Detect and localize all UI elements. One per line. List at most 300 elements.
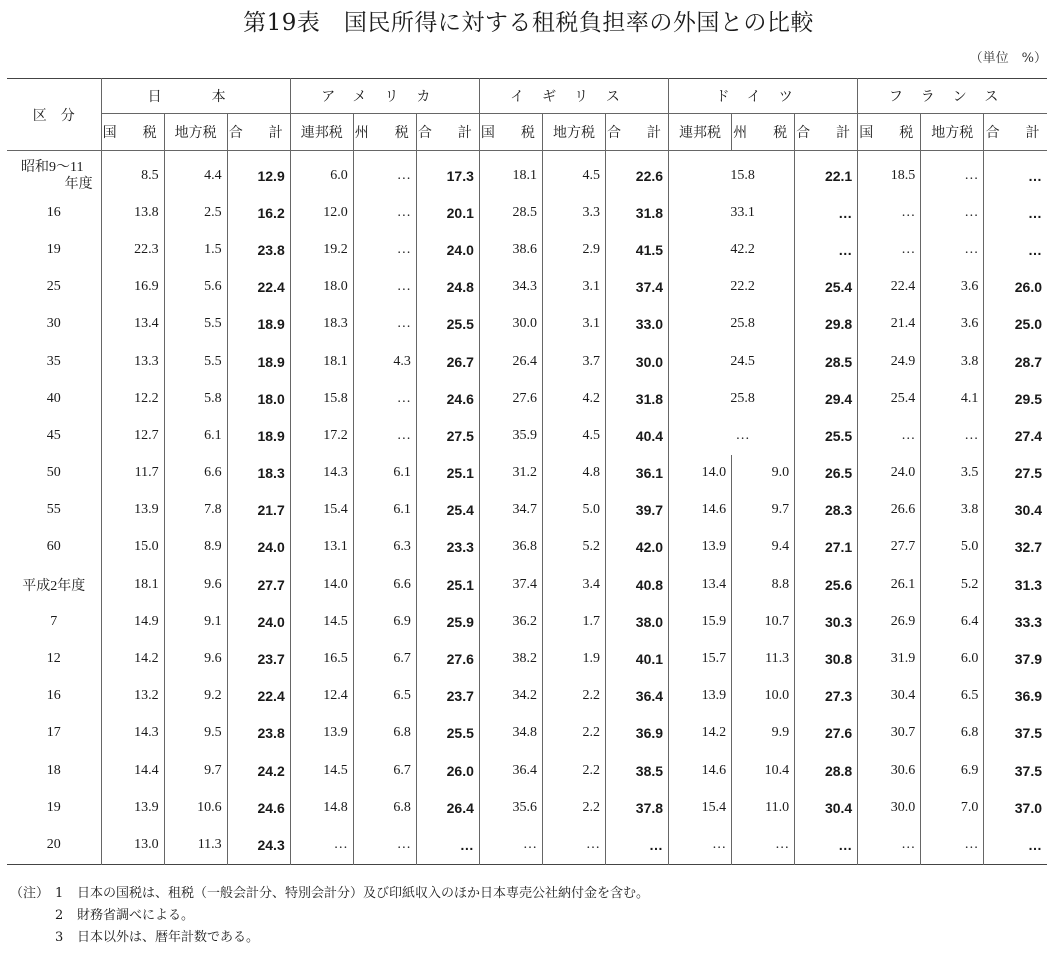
cell-fr-national: … — [858, 417, 921, 454]
cell-jp-total: 16.2 — [227, 194, 290, 231]
cell-de-total: 25.6 — [795, 566, 858, 603]
row-label — [7, 678, 101, 715]
cell-jp-total: 23.7 — [227, 640, 290, 677]
cell-fr-local: … — [921, 826, 984, 864]
cell-jp-national: 14.2 — [101, 640, 164, 677]
cell-fr-local: 6.4 — [921, 603, 984, 640]
cell-fr-national: 30.7 — [858, 715, 921, 752]
cell-uk-local: 3.1 — [542, 306, 605, 343]
row-label-part: 30 — [46, 316, 61, 332]
cell-fr-total: 37.0 — [984, 789, 1047, 826]
cell-jp-national: 13.9 — [101, 789, 164, 826]
row-label-part: 7 — [50, 613, 58, 629]
cell-fr-total: 25.0 — [984, 306, 1047, 343]
cell-jp-national: 13.2 — [101, 678, 164, 715]
footnote — [10, 905, 649, 927]
cell-fr-local: … — [921, 231, 984, 268]
row-label-part: 19 — [46, 799, 61, 815]
cell-jp-total: 23.8 — [227, 715, 290, 752]
row-label-part: 16 — [46, 688, 61, 704]
cell-fr-national: 31.9 — [858, 640, 921, 677]
cell-us-local: 6.7 — [353, 640, 416, 677]
row-label-part: 年度 — [64, 176, 93, 192]
cell-fr-total: 33.3 — [984, 603, 1047, 640]
cell-de-total: 29.8 — [795, 306, 858, 343]
row-label — [7, 380, 101, 417]
cell-jp-national: 12.7 — [101, 417, 164, 454]
cell-us-national: 15.4 — [290, 492, 353, 529]
cell-jp-local: 5.8 — [164, 380, 227, 417]
cell-us-local: … — [353, 194, 416, 231]
cell-uk-local: 3.7 — [542, 343, 605, 380]
cell-fr-local: 6.0 — [921, 640, 984, 677]
cell-jp-local: 11.3 — [164, 826, 227, 864]
cell-us-national: 16.5 — [290, 640, 353, 677]
cell-jp-national: 13.8 — [101, 194, 164, 231]
cell-fr-local: 3.6 — [921, 306, 984, 343]
cell-uk-local: 2.2 — [542, 789, 605, 826]
cell-de-local: 8.8 — [732, 566, 795, 603]
row-label — [7, 194, 101, 231]
row-label-header: 区 分 — [7, 79, 101, 151]
table-row — [7, 678, 1047, 715]
cell-de-total: 27.1 — [795, 529, 858, 566]
cell-us-national: 13.1 — [290, 529, 353, 566]
sub-header: 合 計 — [416, 114, 479, 151]
cell-de-total: 25.5 — [795, 417, 858, 454]
cell-uk-national: 34.3 — [479, 269, 542, 306]
cell-de-total: 26.5 — [795, 455, 858, 492]
table-row — [7, 151, 1047, 195]
cell-us-total: 23.3 — [416, 529, 479, 566]
cell-jp-total: 27.7 — [227, 566, 290, 603]
cell-de-local: 11.3 — [732, 640, 795, 677]
cell-de-local: 9.9 — [732, 715, 795, 752]
row-label-part: 50 — [46, 465, 61, 481]
cell-fr-total: 26.0 — [984, 269, 1047, 306]
cell-uk-total: … — [605, 826, 668, 864]
footnote-text: 財務省調べによる。 — [77, 908, 195, 923]
sub-header: 連邦税 — [290, 114, 353, 151]
cell-uk-total: 36.1 — [605, 455, 668, 492]
cell-us-local: 6.6 — [353, 566, 416, 603]
row-label — [7, 269, 101, 306]
cell-us-national: 15.8 — [290, 380, 353, 417]
row-label-part: 19 — [46, 241, 61, 257]
table-row — [7, 380, 1047, 417]
footnote-number: 2 — [55, 908, 64, 923]
table-row — [7, 603, 1047, 640]
table-row — [7, 455, 1047, 492]
cell-fr-local: 7.0 — [921, 789, 984, 826]
cell-jp-local: 5.6 — [164, 269, 227, 306]
cell-uk-national: 37.4 — [479, 566, 542, 603]
cell-jp-total: 22.4 — [227, 678, 290, 715]
cell-de-total: 27.6 — [795, 715, 858, 752]
cell-de-local: 10.0 — [732, 678, 795, 715]
cell-us-total: 26.7 — [416, 343, 479, 380]
row-label-part: 17 — [46, 725, 61, 741]
cell-us-national: 14.0 — [290, 566, 353, 603]
cell-de-combined: … — [669, 417, 795, 454]
cell-de-combined: 42.2 — [669, 231, 795, 268]
cell-uk-national: 35.6 — [479, 789, 542, 826]
cell-fr-national: 26.1 — [858, 566, 921, 603]
cell-de-total: 30.4 — [795, 789, 858, 826]
cell-uk-national: 34.8 — [479, 715, 542, 752]
cell-uk-local: 1.9 — [542, 640, 605, 677]
cell-us-local: 6.5 — [353, 678, 416, 715]
cell-de-national: 14.0 — [669, 455, 732, 492]
cell-uk-local: 1.7 — [542, 603, 605, 640]
cell-fr-total: … — [984, 194, 1047, 231]
cell-jp-total: 23.8 — [227, 231, 290, 268]
cell-de-local: 9.0 — [732, 455, 795, 492]
cell-us-total: 27.6 — [416, 640, 479, 677]
cell-uk-total: 22.6 — [605, 151, 668, 195]
cell-uk-local: 2.2 — [542, 715, 605, 752]
cell-uk-local: 2.9 — [542, 231, 605, 268]
cell-fr-local: … — [921, 417, 984, 454]
row-label — [7, 306, 101, 343]
table-row — [7, 343, 1047, 380]
cell-fr-total: … — [984, 231, 1047, 268]
cell-uk-local: … — [542, 826, 605, 864]
cell-uk-national: 26.4 — [479, 343, 542, 380]
cell-fr-local: 6.9 — [921, 752, 984, 789]
cell-de-total: … — [795, 194, 858, 231]
cell-de-total: … — [795, 231, 858, 268]
cell-jp-total: 24.3 — [227, 826, 290, 864]
cell-uk-national: 36.2 — [479, 603, 542, 640]
cell-de-total: 28.5 — [795, 343, 858, 380]
cell-fr-national: 27.7 — [858, 529, 921, 566]
table-row — [7, 417, 1047, 454]
cell-uk-national: 31.2 — [479, 455, 542, 492]
cell-us-total: 25.5 — [416, 306, 479, 343]
cell-fr-local: 3.8 — [921, 343, 984, 380]
cell-uk-total: 37.8 — [605, 789, 668, 826]
cell-us-national: 14.5 — [290, 603, 353, 640]
cell-us-local: … — [353, 826, 416, 864]
cell-us-national: 19.2 — [290, 231, 353, 268]
cell-fr-national: … — [858, 231, 921, 268]
cell-fr-total: 28.7 — [984, 343, 1047, 380]
cell-fr-total: 31.3 — [984, 566, 1047, 603]
cell-uk-national: 36.4 — [479, 752, 542, 789]
table-row — [7, 566, 1047, 603]
cell-us-national: 18.0 — [290, 269, 353, 306]
table-row — [7, 306, 1047, 343]
cell-fr-local: 3.6 — [921, 269, 984, 306]
row-label-part: 60 — [46, 539, 61, 555]
cell-jp-total: 12.9 — [227, 151, 290, 195]
cell-us-total: 25.4 — [416, 492, 479, 529]
cell-uk-national: 34.7 — [479, 492, 542, 529]
cell-fr-national: … — [858, 826, 921, 864]
cell-de-total: 27.3 — [795, 678, 858, 715]
cell-us-total: 26.0 — [416, 752, 479, 789]
row-label-part: 40 — [46, 390, 61, 406]
cell-jp-local: 9.6 — [164, 566, 227, 603]
cell-jp-national: 15.0 — [101, 529, 164, 566]
cell-us-national: 12.4 — [290, 678, 353, 715]
cell-fr-local: … — [921, 151, 984, 195]
cell-jp-local: 5.5 — [164, 306, 227, 343]
row-label-part: 16 — [46, 204, 61, 220]
cell-de-combined: 25.8 — [669, 380, 795, 417]
country-header-usa: アメリカ — [290, 79, 479, 114]
table-row — [7, 269, 1047, 306]
cell-jp-national: 18.1 — [101, 566, 164, 603]
footnote-text: 日本の国税は、租税（一般会計分、特別会計分）及び印紙収入のほか日本専売公社納付金を含む。 — [77, 886, 650, 901]
cell-fr-local: 5.0 — [921, 529, 984, 566]
cell-fr-local: … — [921, 194, 984, 231]
row-label — [7, 752, 101, 789]
cell-de-total: 22.1 — [795, 151, 858, 195]
cell-jp-local: 9.7 — [164, 752, 227, 789]
cell-jp-total: 18.3 — [227, 455, 290, 492]
cell-uk-total: 36.4 — [605, 678, 668, 715]
cell-de-total: 25.4 — [795, 269, 858, 306]
table-row — [7, 826, 1047, 864]
cell-uk-national: 30.0 — [479, 306, 542, 343]
cell-us-local: 6.3 — [353, 529, 416, 566]
cell-us-national: 18.1 — [290, 343, 353, 380]
cell-de-local: 11.0 — [732, 789, 795, 826]
cell-uk-national: … — [479, 826, 542, 864]
cell-de-local: 10.4 — [732, 752, 795, 789]
table-row — [7, 752, 1047, 789]
cell-jp-national: 8.5 — [101, 151, 164, 195]
cell-jp-national: 14.3 — [101, 715, 164, 752]
cell-uk-national: 38.6 — [479, 231, 542, 268]
cell-uk-national: 28.5 — [479, 194, 542, 231]
sub-header: 地方税 — [921, 114, 984, 151]
cell-fr-total: … — [984, 826, 1047, 864]
cell-jp-local: 4.4 — [164, 151, 227, 195]
cell-de-local: 9.7 — [732, 492, 795, 529]
sub-header: 国 税 — [479, 114, 542, 151]
cell-de-combined: 22.2 — [669, 269, 795, 306]
cell-uk-national: 27.6 — [479, 380, 542, 417]
cell-fr-local: 3.5 — [921, 455, 984, 492]
row-label — [7, 455, 101, 492]
cell-uk-total: 38.0 — [605, 603, 668, 640]
row-label — [7, 529, 101, 566]
footnote — [10, 883, 649, 905]
row-label-part: 20 — [46, 836, 61, 852]
cell-de-total: … — [795, 826, 858, 864]
cell-jp-local: 9.1 — [164, 603, 227, 640]
row-label — [7, 417, 101, 454]
cell-uk-local: 4.8 — [542, 455, 605, 492]
cell-us-total: 25.1 — [416, 455, 479, 492]
cell-fr-total: 27.5 — [984, 455, 1047, 492]
cell-fr-national: 30.4 — [858, 678, 921, 715]
cell-jp-local: 8.9 — [164, 529, 227, 566]
cell-fr-local: 4.1 — [921, 380, 984, 417]
cell-uk-total: 42.0 — [605, 529, 668, 566]
cell-uk-total: 40.1 — [605, 640, 668, 677]
cell-us-total: 24.0 — [416, 231, 479, 268]
cell-uk-total: 31.8 — [605, 380, 668, 417]
table-row — [7, 231, 1047, 268]
cell-jp-local: 9.2 — [164, 678, 227, 715]
row-label-part: 45 — [46, 427, 61, 443]
cell-uk-total: 38.5 — [605, 752, 668, 789]
cell-de-local: … — [732, 826, 795, 864]
cell-jp-national: 16.9 — [101, 269, 164, 306]
sub-header: 合 計 — [795, 114, 858, 151]
row-label-part: 12 — [46, 651, 61, 667]
table-row — [7, 789, 1047, 826]
sub-header: 州 税 — [732, 114, 795, 151]
table-body — [7, 151, 1047, 865]
cell-us-local: 6.9 — [353, 603, 416, 640]
cell-fr-local: 3.8 — [921, 492, 984, 529]
row-label — [7, 826, 101, 864]
cell-us-total: 25.1 — [416, 566, 479, 603]
sub-header: 地方税 — [164, 114, 227, 151]
cell-uk-total: 40.8 — [605, 566, 668, 603]
cell-jp-national: 12.2 — [101, 380, 164, 417]
cell-us-total: 25.5 — [416, 715, 479, 752]
row-label-part: 25 — [46, 279, 61, 295]
cell-uk-total: 37.4 — [605, 269, 668, 306]
cell-jp-local: 9.6 — [164, 640, 227, 677]
cell-jp-national: 11.7 — [101, 455, 164, 492]
country-header-germany: ドイツ — [669, 79, 858, 114]
cell-fr-national: 24.0 — [858, 455, 921, 492]
cell-uk-total: 40.4 — [605, 417, 668, 454]
sub-header: 国 税 — [858, 114, 921, 151]
cell-jp-national: 13.9 — [101, 492, 164, 529]
cell-us-national: 14.3 — [290, 455, 353, 492]
cell-jp-total: 24.0 — [227, 603, 290, 640]
cell-us-local: … — [353, 417, 416, 454]
row-label — [7, 343, 101, 380]
cell-uk-local: 3.3 — [542, 194, 605, 231]
sub-header: 合 計 — [227, 114, 290, 151]
cell-jp-total: 24.6 — [227, 789, 290, 826]
row-label — [7, 566, 101, 603]
cell-us-national: 13.9 — [290, 715, 353, 752]
cell-jp-local: 1.5 — [164, 231, 227, 268]
row-label — [7, 231, 101, 268]
cell-jp-national: 22.3 — [101, 231, 164, 268]
cell-fr-national: 24.9 — [858, 343, 921, 380]
cell-de-national: 14.6 — [669, 752, 732, 789]
cell-us-total: 27.5 — [416, 417, 479, 454]
cell-fr-total: 37.5 — [984, 715, 1047, 752]
cell-us-local: … — [353, 380, 416, 417]
footnote-head: （注） — [10, 886, 50, 901]
cell-jp-local: 6.1 — [164, 417, 227, 454]
cell-fr-national: 26.6 — [858, 492, 921, 529]
cell-fr-total: 30.4 — [984, 492, 1047, 529]
cell-jp-total: 22.4 — [227, 269, 290, 306]
table-row — [7, 715, 1047, 752]
cell-fr-total: 37.5 — [984, 752, 1047, 789]
cell-fr-total: … — [984, 151, 1047, 195]
cell-jp-total: 18.0 — [227, 380, 290, 417]
table-row — [7, 194, 1047, 231]
cell-us-national: 18.3 — [290, 306, 353, 343]
footnote-number: 3 — [55, 930, 64, 945]
cell-de-total: 30.8 — [795, 640, 858, 677]
cell-uk-national: 35.9 — [479, 417, 542, 454]
row-label-part: 18 — [46, 762, 61, 778]
footnotes — [10, 883, 649, 949]
cell-jp-local: 10.6 — [164, 789, 227, 826]
cell-us-local: 6.7 — [353, 752, 416, 789]
cell-jp-local: 6.6 — [164, 455, 227, 492]
cell-de-combined: 33.1 — [669, 194, 795, 231]
cell-uk-national: 36.8 — [479, 529, 542, 566]
unit-label: （単位 %） — [969, 51, 1047, 66]
cell-jp-total: 21.7 — [227, 492, 290, 529]
cell-us-total: 17.3 — [416, 151, 479, 195]
cell-de-national: 13.9 — [669, 529, 732, 566]
row-label-part: 昭和9～11 — [21, 159, 84, 175]
cell-uk-local: 4.2 — [542, 380, 605, 417]
country-header-japan: 日 本 — [101, 79, 290, 114]
cell-uk-total: 36.9 — [605, 715, 668, 752]
cell-fr-total: 27.4 — [984, 417, 1047, 454]
cell-jp-local: 5.5 — [164, 343, 227, 380]
cell-uk-total: 39.7 — [605, 492, 668, 529]
cell-jp-national: 14.4 — [101, 752, 164, 789]
row-label — [7, 640, 101, 677]
cell-de-national: 15.7 — [669, 640, 732, 677]
country-header-uk: イギリス — [479, 79, 668, 114]
cell-fr-local: 6.8 — [921, 715, 984, 752]
cell-jp-local: 9.5 — [164, 715, 227, 752]
cell-us-total: 23.7 — [416, 678, 479, 715]
cell-fr-total: 32.7 — [984, 529, 1047, 566]
row-label — [7, 715, 101, 752]
cell-fr-total: 36.9 — [984, 678, 1047, 715]
cell-us-national: 6.0 — [290, 151, 353, 195]
cell-fr-national: … — [858, 194, 921, 231]
cell-uk-national: 18.1 — [479, 151, 542, 195]
cell-fr-national: 18.5 — [858, 151, 921, 195]
cell-jp-national: 13.3 — [101, 343, 164, 380]
row-label — [7, 603, 101, 640]
cell-uk-total: 31.8 — [605, 194, 668, 231]
cell-fr-national: 26.9 — [858, 603, 921, 640]
cell-us-local: … — [353, 151, 416, 195]
cell-us-national: … — [290, 826, 353, 864]
cell-us-local: 6.1 — [353, 492, 416, 529]
cell-uk-local: 4.5 — [542, 151, 605, 195]
cell-de-national: 14.2 — [669, 715, 732, 752]
cell-de-combined: 24.5 — [669, 343, 795, 380]
cell-jp-total: 24.2 — [227, 752, 290, 789]
cell-de-combined: 15.8 — [669, 151, 795, 195]
cell-jp-total: 18.9 — [227, 343, 290, 380]
cell-us-total: … — [416, 826, 479, 864]
cell-de-national: 15.4 — [669, 789, 732, 826]
cell-uk-total: 41.5 — [605, 231, 668, 268]
cell-uk-local: 3.1 — [542, 269, 605, 306]
cell-uk-local: 2.2 — [542, 678, 605, 715]
sub-header: 州 税 — [353, 114, 416, 151]
cell-us-total: 25.9 — [416, 603, 479, 640]
table-row — [7, 529, 1047, 566]
table-row — [7, 640, 1047, 677]
